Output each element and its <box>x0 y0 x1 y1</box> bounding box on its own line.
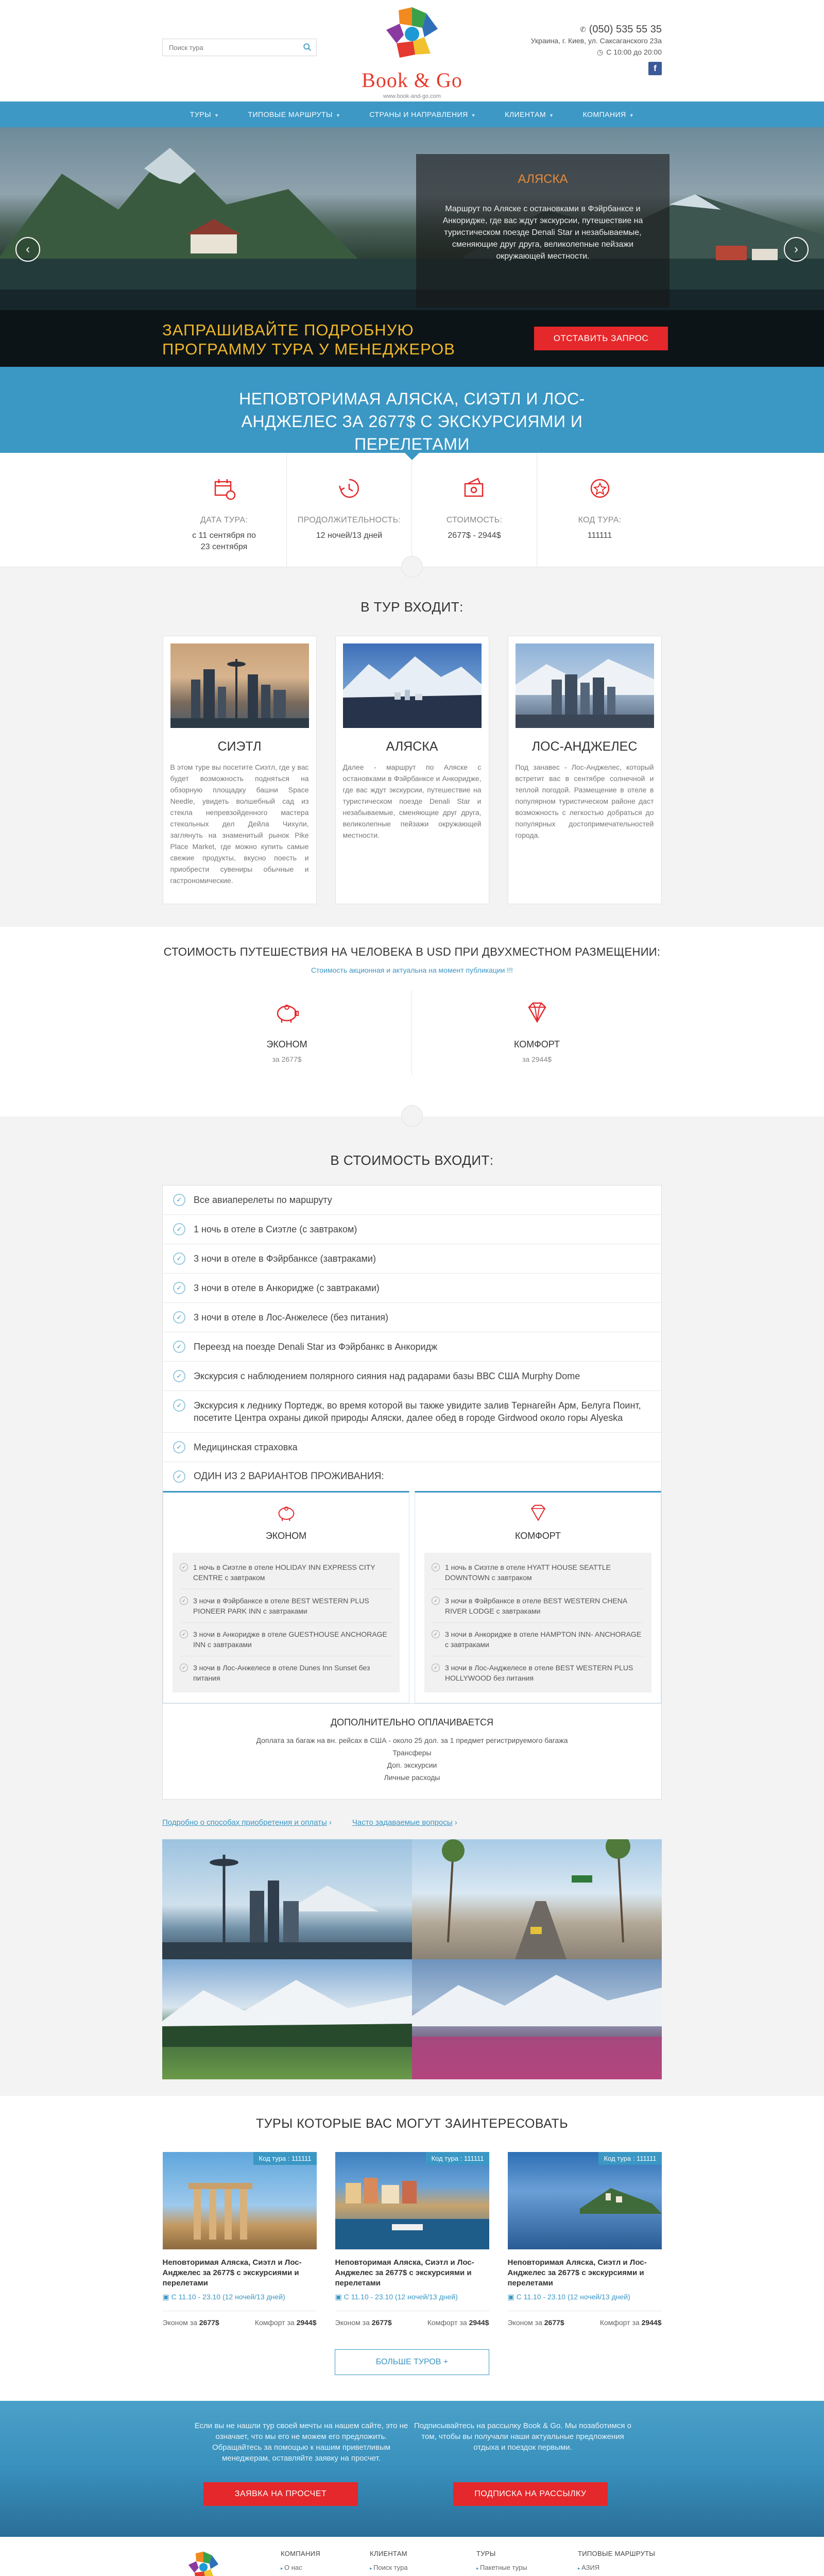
phone-icon: ✆ <box>580 25 586 33</box>
footer-link[interactable] <box>476 2574 551 2576</box>
tour-card[interactable]: Код тура : 111111 Неповторимая Аляска, Сиэтл и Лос-Анджелес за 2677$ с экскурсиями и перелетами ▣ С 11.10 - 23.10 (12 ночей/13 дней) Эконом за 2677$ Комфорт за 2944$ <box>508 2152 662 2327</box>
gallery-alaska-forest-image[interactable] <box>162 1959 412 2079</box>
list-item: ✓ Переезд на поезде Denali Star из Фэйрбанкс в Анкоридж <box>163 1332 661 1362</box>
logo[interactable] <box>349 0 475 98</box>
city-card-seattle[interactable]: СИЭТЛ В этом туре вы посетите Сиэтл, где у вас будет возможность подняться на обзорную площадку башни Space Needle, увидеть волшебный сад из стекла непревзойденного мастера стекольных дел Дейла Чихули, заглянуть на знаменитый рынок Pike Place Market, где можно купить самые свежие продукты, вкусно поесть и приобрести сувениры обычные и гастрономические. <box>163 636 317 904</box>
check-icon: ✓ <box>180 1664 188 1672</box>
hero-title: АЛЯСКА <box>518 172 568 186</box>
extra-payments: ДОПОЛНИТЕЛЬНО ОПЛАЧИВАЕТСЯ Доплата за багаж на вн. рейсах в США - около 25 дол. за 1 предмет регистрируемого багажа Трансферы Доп. экскурсии Личные расходы <box>162 1704 662 1800</box>
brand-name: Book & Go <box>362 69 462 92</box>
nav-item-countries[interactable]: СТРАНЫ И НАПРАВЛЕНИЯ ▼ <box>369 110 476 118</box>
info-links <box>162 1818 662 1827</box>
photo-gallery <box>162 1839 662 2079</box>
diamond-icon <box>523 1000 552 1026</box>
puzzle-logo-icon <box>185 2549 221 2576</box>
chevron-right-icon: › <box>329 1818 332 1827</box>
list-item: ✓ 3 ночи в отеле в Фэйрбанксе (завтраками) <box>163 1244 661 1274</box>
piggy-bank-icon <box>274 1503 298 1523</box>
list-item: ✓ 1 ночь в отеле в Сиэтле (с завтраком) <box>163 1215 661 1244</box>
site-header <box>0 0 824 101</box>
more-tours-button[interactable]: БОЛЬШЕ ТУРОВ + <box>335 2349 489 2375</box>
list-item: ✓ Медицинская страховка <box>163 1433 661 1462</box>
tour-card-title[interactable]: Неповторимая Аляска, Сиэтл и Лос-Анджелес за 2677$ с экскурсиями и перелетами <box>162 2258 302 2287</box>
list-item: ✓ 3 ночи в отеле в Лос-Анжелесе (без питания) <box>163 1303 661 1332</box>
list-item: ✓ Все авиаперелеты по маршруту <box>163 1185 661 1215</box>
nav-item-tours[interactable]: ТУРЫ ▼ <box>190 110 219 118</box>
cta-subscribe-text: Подписывайтесь на рассылку Book & Go. Мы позаботимся о том, чтобы вы получали наши актуальные предложения отдыха и поездок первыми. <box>414 2421 631 2452</box>
check-icon: ✓ <box>180 1563 188 1571</box>
accommodation-comfort: КОМФОРТ ✓ 1 ночь в Сиэтле в отеле HYATT HOUSE SEATTLE DOWNTOWN с завтраком ✓ 3 ночи в Фэйрбанксе в отеле BEST WESTERN CHENA RIVER LODGE с завтраками ✓ 3 ночи в Анкоридже в отеле HAMPTON INN- ANCHORAGE с завтраками ✓ 3 ночи в Лос-Анджелесе в отеле BEST WESTERN PLUS HOLLYWOOD без питания <box>415 1491 661 1703</box>
facebook-icon[interactable]: f <box>648 62 662 75</box>
footer-link[interactable]: ▸ Поиск тура <box>370 2562 445 2574</box>
footer-link[interactable] <box>370 2574 445 2576</box>
seattle-image <box>170 643 309 728</box>
list-item: ✓ 3 ночи в Фэйрбанксе в отеле BEST WESTERN PLUS PIONEER PARK INN с завтраками <box>180 1589 392 1623</box>
tour-code-badge: Код тура : 111111 <box>426 2152 489 2165</box>
footer-col-tours: ТУРЫ ▸ Пакетные туры ▸ <box>476 2548 551 2576</box>
request-calculation-button[interactable]: ЗАЯВКА НА ПРОСЧЕТ <box>203 2482 358 2506</box>
tour-title-banner <box>0 367 824 453</box>
calendar-small-icon: ▣ <box>507 2293 517 2301</box>
section-divider <box>401 1105 423 1127</box>
cta-band <box>0 2401 824 2537</box>
tour-card[interactable]: Код тура : 111111 Неповторимая Аляска, Сиэтл и Лос-Анджелес за 2677$ с экскурсиями и перелетами ▣ С 11.10 - 23.10 (12 ночей/13 дней) Эконом за 2677$ Комфорт за 2944$ <box>163 2152 317 2327</box>
gallery-seattle-image[interactable] <box>162 1839 412 1959</box>
wallet-icon <box>460 474 488 502</box>
footer-link[interactable] <box>281 2574 320 2576</box>
footer-link[interactable] <box>578 2574 656 2576</box>
hero-info-box <box>416 154 670 308</box>
tour-card-image <box>508 2152 662 2249</box>
hero-description: Маршрут по Аляске с остановками в Фэйрбанксе и Анкоридже, где вас ждут экскурсии, путешествие на туристическом поезде Denali Star и незабываемые, сменяющие друг друга, великолепные пейзажи окружающей местности. <box>442 205 643 261</box>
check-icon: ✓ <box>173 1194 185 1206</box>
accommodation-options <box>163 1491 661 1703</box>
check-icon: ✓ <box>432 1630 440 1638</box>
chevron-down-icon: ▼ <box>629 113 634 118</box>
plus-icon: + <box>443 2358 449 2366</box>
hero-cta-band <box>0 310 824 367</box>
list-item: ✓ 3 ночи в Анкоридже в отеле GUESTHOUSE ANCHORAGE INN с завтраками <box>180 1623 392 1656</box>
tour-info-strip <box>0 453 824 567</box>
nav-item-routes[interactable]: ТИПОВЫЕ МАРШРУТЫ ▼ <box>248 110 341 118</box>
tour-code-badge: Код тура : 111111 <box>253 2152 316 2165</box>
included-list <box>162 1185 662 1704</box>
included-title: В СТОИМОСТЬ ВХОДИТ: <box>330 1153 494 1168</box>
info-date: ДАТА ТУРА: с 11 сентября по 23 сентября <box>162 453 287 567</box>
chevron-down-icon: ▼ <box>471 113 476 118</box>
check-icon: ✓ <box>173 1311 185 1324</box>
tour-title: НЕПОВТОРИМАЯ АЛЯСКА, СИЭТЛ И ЛОС-АНДЖЕЛЕС ЗА 2677$ С ЭКСКУРСИЯМИ И ПЕРЕЛЕТАМИ <box>239 389 585 453</box>
site-footer <box>0 2537 824 2576</box>
includes-section <box>162 599 662 904</box>
list-item: ✓ 3 ночи в Анкоридже в отеле HAMPTON INN- ANCHORAGE с завтраками <box>432 1623 644 1656</box>
clock-icon <box>335 474 363 502</box>
accommodation-econom: ЭКОНОМ ✓ 1 ночь в Сиэтле в отеле HOLIDAY INN EXPRESS CITY CENTRE с завтраком ✓ 3 ночи в Фэйрбанксе в отеле BEST WESTERN PLUS PIONEER PARK INN с завтраками ✓ 3 ночи в Анкоридже в отеле GUESTHOUSE ANCHORAGE INN с завтраками ✓ 3 ночи в Лос-Анжелесе в отеле Dunes Inn Sunset без питания <box>163 1491 409 1703</box>
check-icon: ✓ <box>432 1597 440 1605</box>
info-duration: ПРОДОЛЖИТЕЛЬНОСТЬ: 12 ночей/13 дней <box>287 453 412 567</box>
footer-link[interactable]: ▸ О нас <box>281 2562 320 2574</box>
slider-next-arrow-icon[interactable]: › <box>784 237 809 262</box>
contacts <box>531 24 662 75</box>
check-icon: ✓ <box>173 1399 185 1412</box>
city-card-los-angeles[interactable]: ЛОС-АНДЖЕЛЕС Под занавес - Лос-Анджелес, который встретит вас в сентябре солнечной и теплой погодой. Размещение в отеле в популярном туристическом районе даст возможность с легкостью добраться до популярных достопримечательностей города. <box>508 636 662 904</box>
search-icon[interactable] <box>303 43 312 52</box>
footer-link[interactable]: ▸ Пакетные туры <box>476 2562 551 2574</box>
subscribe-button[interactable]: ПОДПИСКА НА РАССЫЛКУ <box>453 2482 608 2506</box>
faq-link[interactable]: Часто задаваемые вопросы <box>352 1818 453 1827</box>
request-button[interactable]: ОТСТАВИТЬ ЗАПРОС <box>534 327 668 350</box>
price-option-comfort: КОМФОРТ за 2944$ <box>412 990 662 1075</box>
hero-question: ЗАПРАШИВАЙТЕ ПОДРОБНУЮ ПРОГРАММУ ТУРА У МЕНЕДЖЕРОВ <box>162 321 455 358</box>
check-icon: ✓ <box>173 1370 185 1382</box>
alaska-image <box>343 643 482 728</box>
related-title: ТУРЫ КОТОРЫЕ ВАС МОГУТ ЗАИНТЕРЕСОВАТЬ <box>255 2116 569 2131</box>
los-angeles-image <box>516 643 654 728</box>
chevron-down-icon: ▼ <box>549 113 554 118</box>
check-icon: ✓ <box>180 1597 188 1605</box>
includes-title: В ТУР ВХОДИТ: <box>360 599 464 615</box>
related-tours <box>0 2096 824 2401</box>
footer-col-routes: ТИПОВЫЕ МАРШРУТЫ ▸ АЗИЯ ▸ <box>578 2548 656 2576</box>
check-icon: ✓ <box>173 1441 185 1453</box>
price-section <box>0 927 824 1116</box>
nav-item-company[interactable]: КОМПАНИЯ ▼ <box>582 110 634 118</box>
list-item: ✓ 3 ночи в Лос-Анжелесе в отеле Dunes Inn Sunset без питания <box>180 1656 392 1689</box>
list-item: ✓ 1 ночь в Сиэтле в отеле HYATT HOUSE SEATTLE DOWNTOWN с завтраком <box>432 1556 644 1589</box>
chevron-down-icon: ▼ <box>335 113 341 118</box>
check-icon: ✓ <box>173 1282 185 1294</box>
main-nav <box>0 101 824 127</box>
check-icon: ✓ <box>173 1223 185 1235</box>
gallery-los-angeles-street-image[interactable] <box>412 1839 662 1959</box>
payment-info-link[interactable]: Подробно о способах приобретения и оплаты <box>162 1818 327 1827</box>
tour-code-badge: Код тура : 111111 <box>598 2152 661 2165</box>
hero-slider <box>0 127 824 367</box>
check-icon: ✓ <box>432 1664 440 1672</box>
footer-col-clients: КЛИЕНТАМ ▸ Поиск тура ▸ <box>370 2548 445 2576</box>
diamond-icon <box>526 1503 550 1523</box>
check-icon: ✓ <box>173 1252 185 1265</box>
list-item: ✓ 1 ночь в Сиэтле в отеле HOLIDAY INN EXPRESS CITY CENTRE с завтраком <box>180 1556 392 1589</box>
footer-logo[interactable] <box>162 2549 245 2576</box>
accommodation-header: ✓ ОДИН ИЗ 2 ВАРИАНТОВ ПРОЖИВАНИЯ: <box>163 1462 661 1491</box>
check-icon: ✓ <box>173 1470 185 1483</box>
check-icon: ✓ <box>432 1563 440 1571</box>
check-icon: ✓ <box>180 1630 188 1638</box>
section-divider <box>401 556 423 578</box>
work-hours: С 10:00 до 20:00 <box>606 48 662 56</box>
slider-prev-arrow-icon[interactable]: ‹ <box>15 237 40 262</box>
tour-card[interactable]: Код тура : 111111 Неповторимая Аляска, Сиэтл и Лос-Анджелес за 2677$ с экскурсиями и перелетами ▣ С 11.10 - 23.10 (12 ночей/13 дней) Эконом за 2677$ Комфорт за 2944$ <box>335 2152 489 2327</box>
list-item: ✓ 3 ночи в Фэйрбанксе в отеле BEST WESTERN CHENA RIVER LODGE с завтраками <box>432 1589 644 1623</box>
search-box[interactable] <box>162 39 317 56</box>
price-option-econom: ЭКОНОМ за 2677$ <box>162 990 412 1075</box>
chevron-right-icon: › <box>454 1818 457 1827</box>
site-url: www.book-and-go.com <box>383 93 441 99</box>
calendar-small-icon: ▣ <box>162 2293 171 2301</box>
city-card-alaska[interactable]: АЛЯСКА Далее - маршрут по Аляске с остановками в Фэйрбанксе и Анкоридже, где вас ждут экскурсии, путешествие на туристическом поезде Denali Star и незабываемые, сменяющие друг друга, великолепные пейзажи окружающей местности. <box>335 636 489 904</box>
piggy-bank-icon <box>272 1000 301 1026</box>
footer-col-company: КОМПАНИЯ ▸ О нас ▸ <box>281 2548 320 2576</box>
search-input[interactable] <box>163 39 291 56</box>
calendar-icon <box>210 474 238 502</box>
calendar-small-icon: ▣ <box>335 2293 344 2301</box>
puzzle-logo-icon <box>381 3 443 65</box>
info-price: СТОИМОСТЬ: 2677$ - 2944$ <box>412 453 537 567</box>
cta-request-text: Если вы не нашли тур своей мечты на нашем сайте, это не означает, что мы его не можем его предложить. Обращайтесь за помощью к нашим приветливым менеджерам, оставляйте заявку на просчет. <box>194 2421 408 2463</box>
gallery-alaska-flowers-image[interactable] <box>412 1959 662 2079</box>
star-badge-icon <box>586 474 614 502</box>
price-title: СТОИМОСТЬ ПУТЕШЕСТВИЯ НА ЧЕЛОВЕКА В USD ПРИ ДВУХМЕСТНОМ РАЗМЕЩЕНИИ: <box>163 945 661 958</box>
chevron-down-icon: ▼ <box>214 113 219 118</box>
list-item: ✓ 3 ночи в отеле в Анкоридже (с завтраками) <box>163 1274 661 1303</box>
check-icon: ✓ <box>173 1341 185 1353</box>
tour-card-image <box>163 2152 317 2249</box>
info-code: КОД ТУРА: 111111 <box>537 453 662 567</box>
list-item: ✓ 3 ночи в Лос-Анджелесе в отеле BEST WESTERN PLUS HOLLYWOOD без питания <box>432 1656 644 1689</box>
nav-item-clients[interactable]: КЛИЕНТАМ ▼ <box>505 110 554 118</box>
address: Украина, г. Киев, ул. Саксаганского 23а <box>530 37 662 45</box>
price-subtitle: Стоимость акционная и актуальна на момент публикации !!! <box>311 966 513 974</box>
footer-link[interactable]: ▸ АЗИЯ <box>578 2562 656 2574</box>
tour-card-title[interactable]: Неповторимая Аляска, Сиэтл и Лос-Анджелес за 2677$ с экскурсиями и перелетами <box>335 2258 474 2287</box>
clock-small-icon: ◷ <box>596 48 604 56</box>
list-item: ✓ Экскурсия с наблюдением полярного сияния над радарами базы ВВС США Murphy Dome <box>163 1362 661 1391</box>
phone-number[interactable]: (050) 535 55 35 <box>589 24 662 35</box>
tour-card-image <box>335 2152 489 2249</box>
list-item: ✓ Экскурсия к леднику Портедж, во время которой вы также увидите залив Тернагейн Арм, Белуга Поинт, посетите Центра охраны дикой природы Аляски, далее обед в городе Girdwood около горы Alyeska <box>163 1391 661 1433</box>
tour-card-title[interactable]: Неповторимая Аляска, Сиэтл и Лос-Анджелес за 2677$ с экскурсиями и перелетами <box>507 2258 647 2287</box>
included-section <box>162 1153 662 2079</box>
